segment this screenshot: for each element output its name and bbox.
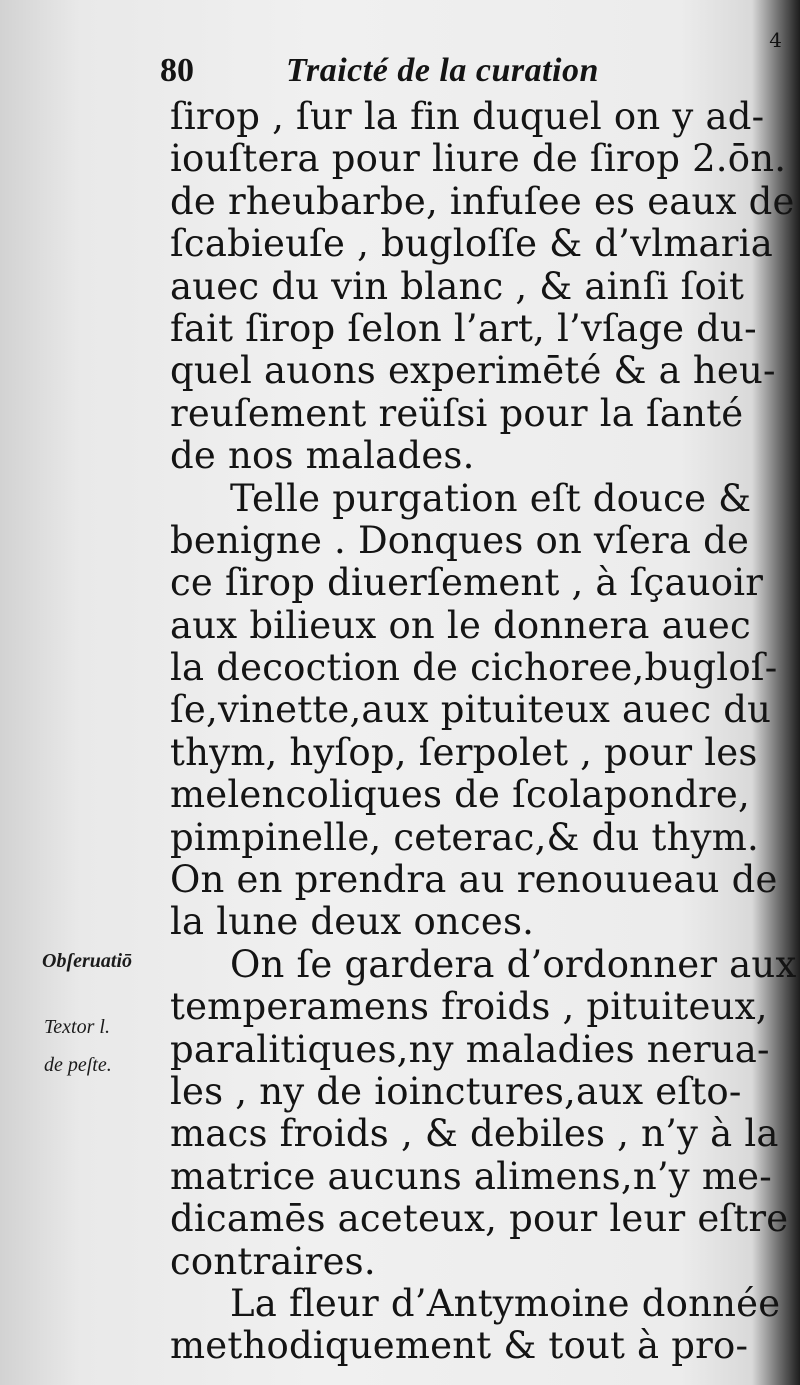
text-line: aux bilieux on le donnera auec [170, 603, 751, 647]
text-line: methodiquement & tout à pro- [170, 1324, 749, 1368]
text-line: contraires. [170, 1239, 376, 1283]
margin-note: Textor l. [44, 1016, 110, 1038]
text-line: la decoction de cichoree,bugloſ- [170, 646, 778, 690]
page-number: 80 [160, 52, 194, 89]
text-line: auec du vin blanc , & ainſi ſoit [170, 264, 745, 308]
corner-mark: 4 [769, 28, 782, 52]
text-line: On en prendra au renouueau de [170, 858, 778, 902]
margin-note: de peſte. [44, 1054, 112, 1076]
text-line: ce ſirop diuerſement , à ſçauoir [170, 561, 764, 605]
text-line: thym, hyſop, ſerpolet , pour les [170, 730, 758, 774]
text-line: pimpinelle, ceterac,& du thym. [170, 815, 759, 859]
text-line: iouſtera pour liure de ſirop 2.ōn. [170, 137, 787, 181]
text-line: reuſement reüſsi pour la ſanté [170, 391, 744, 435]
text-line: Telle purgation eſt douce & [230, 476, 752, 520]
page-header [160, 52, 680, 96]
text-line: les , ny de ioinctures,aux eſto- [170, 1069, 742, 1113]
text-line: quel auons experimēté & a heu- [170, 349, 776, 393]
text-line: macs froids , & debiles , n’y à la [170, 1112, 779, 1156]
text-line: melencoliques de ſcolapondre, [170, 773, 750, 817]
text-line: matrice aucuns alimens,n’y me- [170, 1154, 772, 1198]
running-title: Traicté de la curation [286, 52, 599, 89]
text-line: fait ſirop ſelon l’art, l’vſage du- [170, 306, 757, 350]
text-line: benigne . Donques on vſera de [170, 518, 750, 562]
text-line: de rheubarbe, infuſee es eaux de [170, 179, 795, 223]
text-line: ſcabieuſe , bugloſſe & d’vlmaria [170, 222, 773, 266]
text-line: paralitiques,ny maladies nerua- [170, 1027, 770, 1071]
text-line: temperamens froids , pituiteux, [170, 985, 768, 1029]
text-line: ſirop , ſur la fin duquel on y ad- [170, 95, 765, 138]
margin-note: Obſeruatiō [42, 950, 132, 972]
text-line: La fleur d’Antymoine donnée [230, 1281, 781, 1325]
text-line: de nos malades. [170, 434, 475, 478]
body-text [170, 95, 797, 1368]
text-line: la lune deux onces. [170, 900, 535, 944]
text-line: ſe,vinette,aux pituiteux auec du [170, 688, 772, 732]
text-line: dicamēs aceteux, pour leur eſtre [170, 1197, 789, 1241]
text-line: On ſe gardera d’ordonner aux [230, 942, 797, 986]
